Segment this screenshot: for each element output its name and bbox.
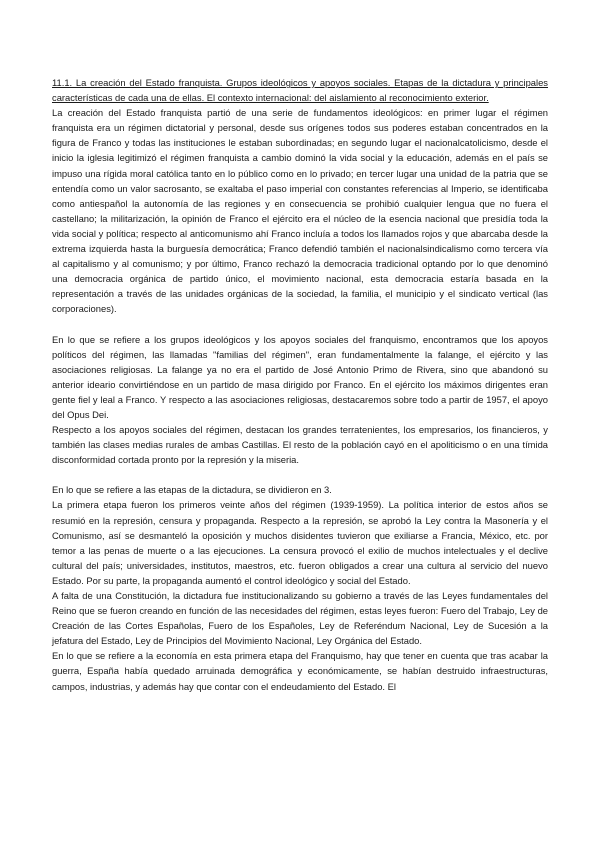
paragraph-gap bbox=[52, 317, 548, 332]
paragraph-economy: En lo que se refiere a la economía en esta primera etapa del Franquismo, hay que tener en cuenta que tras acabar la guerra, España había quedado arruinada demográfica y económicamente, se habían destruido infraestructuras, campos, industrias, y además hay que contar con el endeudamiento del Estado. El bbox=[52, 650, 548, 692]
paragraph-first-stage: La primera etapa fueron los primeros veinte años del régimen (1939-1959). La política interior de estos años se resumió en la represión, censura y propaganda. Respecto a la represión, se aprobó la Ley contra la Masonería y el Comunismo, así se desmanteló la oposición y muchos disidentes tuvieron que exiliarse a Francia, México, etc. por temor a las penas de muerte o a las ejecuciones. La censura provocó el exilio de muchos intelectuales y el declive cultural del país; universidades, institutos, maestros, etc. fueron obligados a crear una cultura al servicio del nuevo Estado. Por su parte, la propaganda aumentó el control ideológico y social del Estado. bbox=[52, 499, 548, 586]
document-page bbox=[52, 75, 548, 694]
paragraph-gap bbox=[52, 467, 548, 482]
paragraph-ideological-foundations: La creación del Estado franquista partió de una serie de fundamentos ideológicos: en primer lugar el régimen franquista era un régimen dictatorial y personal, desde sus orígenes todos sus poderes estaban concentrados en la figura de Franco y todas las instituciones le estaban subordinadas; en segundo lugar el nacionalcatolicismo, desde el inicio la iglesia legitimizó el régimen franquista a cambio dominó la vida social y la educación, además en el país se impuso una rígida moral católica tanto en lo público como en lo privado; en tercer lugar una unidad de la patria que se entendía como un valor sacrosanto, se exaltaba el paso imperial con constantes referencias al Imperio, se identificaba como antiespañol la autonomía de las regiones y en consecuencia se prohibió cualquier lengua que no fuera el castellano; la militarización, la opinión de Franco el ejército era el núcleo de la esencia nacional que presidía toda la vida social y política; respecto al anticomunismo ahí Franco incluía a todos los llamados rojos y que abarcaba desde la extrema izquierda hasta la burguesía democrática; Franco defendió también el nacionalsindicalismo como tercera vía al capitalismo y al comunismo; y por último, Franco rechazó la democracia tradicional optando por lo que denominó una democracia orgánica de partido único, el movimiento nacional, esta democracia estaría basada en la representación a través de las unidades orgánicas de la sociedad, la familia, el municipio y el sindicato vertical (las corporaciones). bbox=[52, 107, 548, 315]
paragraph-fundamental-laws: A falta de una Constitución, la dictadura fue institucionalizando su gobierno a través de las Leyes fundamentales del Reino que se fueron creando en función de las necesidades del régimen, estas leyes fueron: Fuero del Trabajo, Ley de Creación de las Cortes Españolas, Fuero de los Españoles, Ley de Referéndum Nacional, Ley de Sucesión a la jefatura del Estado, Ley de Principios del Movimiento Nacional, Ley Orgánica del Estado. bbox=[52, 590, 548, 647]
section-heading: 11.1. La creación del Estado franquista. Grupos ideológicos y apoyos sociales. Etapas de la dictadura y principales características de cada una de ellas. El contexto internacional: del aislamiento al reconocimiento exterior. bbox=[52, 77, 548, 104]
paragraph-social-support: Respecto a los apoyos sociales del régimen, destacan los grandes terratenientes, los empresarios, los financieros, y también las clases medias rurales de ambas Castillas. El resto de la población cayó en el apoliticismo o en una tímida disconformidad cortada pronto por la represión y la miseria. bbox=[52, 424, 548, 466]
paragraph-stages-intro: En lo que se refiere a las etapas de la dictadura, se dividieron en 3. bbox=[52, 484, 332, 496]
paragraph-ideological-groups: En lo que se refiere a los grupos ideológicos y los apoyos sociales del franquismo, encontramos que los apoyos políticos del régimen, las llamadas "familias del régimen", eran fundamentalmente la falange, el ejército y las asociaciones religiosas. La falange ya no era el partido de José Antonio Primo de Rivera, sino que abandonó su anterior ideario convirtiéndose en un partido de masa dirigido por Franco. En el ejército los máximos dirigentes eran gente fiel y leal a Franco. Y respecto a las asociaciones religiosas, destacaremos sobre todo a partir de 1957, el apoyo del Opus Dei. bbox=[52, 333, 548, 420]
